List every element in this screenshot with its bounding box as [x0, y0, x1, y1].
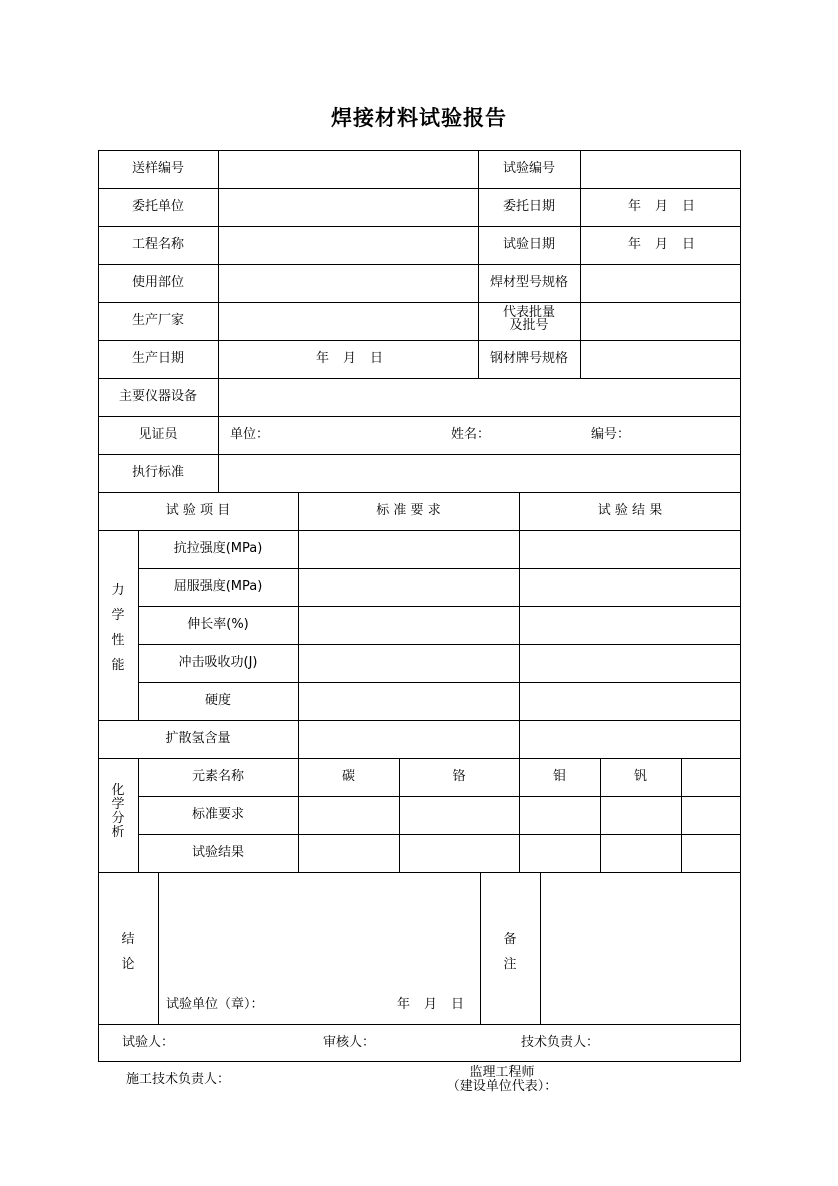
reviewer-label: 审核人： [323, 1035, 376, 1050]
conclusion-date-month: 月 [424, 997, 438, 1012]
mech-row-elongation: 伸长率(%) [187, 617, 249, 632]
tech-head-label: 技术负责人： [521, 1035, 600, 1050]
element-name-label: 元素名称 [191, 769, 244, 784]
header-requirement: 标 准 要 求 [376, 503, 441, 518]
conclusion-date-day: 日 [451, 997, 465, 1012]
supervisor-label-line2: （建设单位代表）： [446, 1079, 558, 1094]
prod-date-year: 年 [316, 351, 330, 366]
weld-spec-label: 焊材型号规格 [489, 275, 568, 290]
entrust-date-label: 委托日期 [502, 199, 555, 214]
steel-spec-label: 钢材牌号规格 [489, 351, 568, 366]
prod-date-label: 生产日期 [131, 351, 184, 366]
chem-result-label: 试验结果 [191, 845, 244, 860]
mech-row-impact: 冲击吸收功(J) [178, 655, 258, 670]
construction-head-label: 施工技术负责人： [126, 1072, 231, 1087]
test-date-day: 日 [682, 237, 696, 252]
project-label: 工程名称 [131, 237, 184, 252]
prod-date-day: 日 [370, 351, 384, 366]
test-date-year: 年 [628, 237, 642, 252]
element-chromium: 铬 [452, 769, 466, 784]
equipment-label: 主要仪器设备 [118, 389, 197, 404]
test-unit-seal-label: 试验单位（章）： [166, 997, 264, 1012]
witness-label: 见证员 [138, 427, 178, 442]
conclusion-label: 结 论 [121, 932, 135, 972]
header-test-item: 试 验 项 目 [165, 503, 231, 518]
header-result: 试 验 结 果 [597, 503, 663, 518]
element-carbon: 碳 [341, 769, 355, 784]
mech-row-yield: 屈服强度(MPa) [173, 579, 263, 594]
batch-label-line1: 代表批量 [502, 305, 555, 320]
page-title: 焊接材料试验报告 [331, 106, 507, 130]
conclusion-date-year: 年 [397, 997, 411, 1012]
tester-label: 试验人： [122, 1035, 175, 1050]
mechanical-group-label: 力 学 性 能 [111, 583, 125, 673]
element-molybdenum: 钼 [552, 769, 566, 784]
entrust-date-year: 年 [628, 199, 642, 214]
chem-requirement-label: 标准要求 [191, 807, 244, 822]
test-no-label: 试验编号 [502, 161, 555, 176]
hydrogen-label: 扩散氢含量 [165, 731, 231, 746]
prod-date-month: 月 [343, 351, 357, 366]
mech-row-tensile: 抗拉强度(MPa) [173, 541, 263, 556]
entrust-date-day: 日 [682, 199, 696, 214]
witness-name-label: 姓名： [451, 427, 491, 442]
chemical-group-label: 化 学 分 析 [111, 783, 125, 840]
sample-no-label: 送样编号 [131, 161, 184, 176]
report-form [98, 150, 741, 1062]
element-vanadium: 钒 [633, 769, 647, 784]
entrust-date-month: 月 [655, 199, 669, 214]
test-date-label: 试验日期 [502, 237, 555, 252]
supervisor-label-line1: 监理工程师 [469, 1065, 535, 1080]
batch-label-line2: 及批号 [509, 318, 549, 333]
remark-label: 备 注 [503, 932, 517, 972]
mech-row-hardness: 硬度 [204, 693, 231, 708]
test-date-month: 月 [655, 237, 669, 252]
client-label: 委托单位 [131, 199, 184, 214]
use-part-label: 使用部位 [131, 275, 184, 290]
standard-label: 执行标准 [131, 465, 184, 480]
manufacturer-label: 生产厂家 [131, 313, 184, 328]
witness-number-label: 编号： [591, 427, 631, 442]
witness-unit-label: 单位： [230, 427, 270, 442]
